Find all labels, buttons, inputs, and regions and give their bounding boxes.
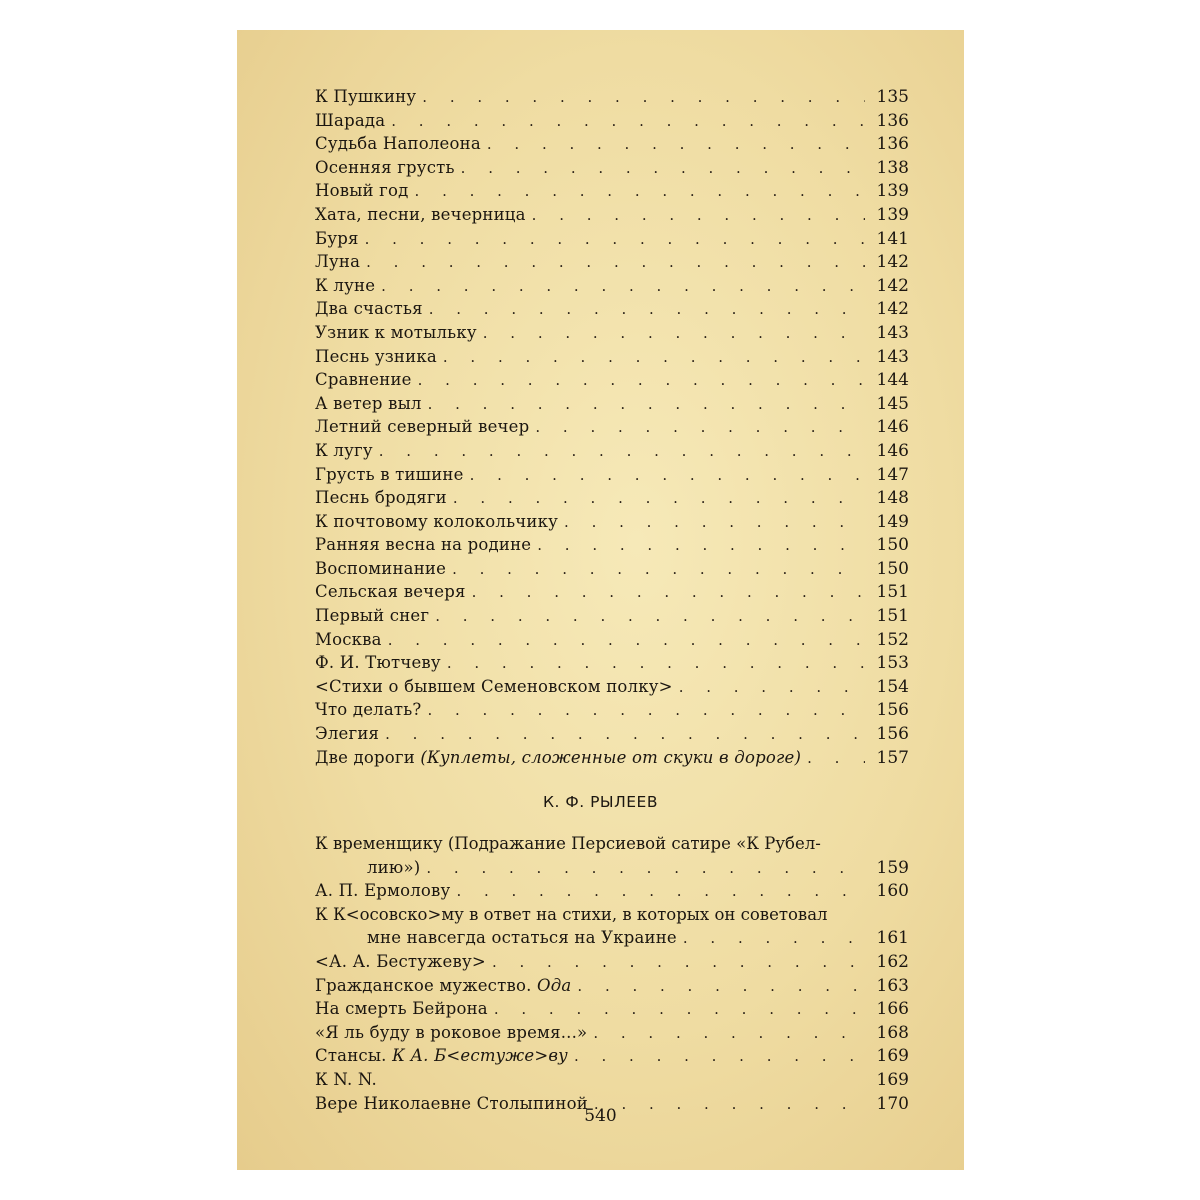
entry-page: 157 — [876, 747, 909, 768]
toc-entry — [315, 203, 909, 227]
entry-title: Осенняя грусть — [315, 157, 455, 177]
entry-subtitle: Ода — [536, 975, 572, 995]
entry-title: Гражданское мужество. Ода — [315, 975, 572, 995]
entry-title: На смерть Бейрона — [315, 999, 488, 1019]
toc-entry — [315, 156, 909, 180]
entry-subtitle: (Куплеты, сложенные от скуки в дороге) — [420, 747, 802, 767]
dot-leader — [472, 581, 865, 605]
toc-entry — [315, 997, 909, 1021]
dot-leader — [452, 558, 865, 582]
toc-entry — [315, 85, 909, 109]
entry-page: 142 — [876, 252, 909, 273]
dot-leader — [418, 369, 865, 393]
entry-title: Узник к мотыльку — [315, 322, 477, 342]
dot-leader — [366, 251, 865, 275]
contents-list-bottom — [315, 832, 909, 1115]
dot-leader — [483, 322, 865, 346]
entry-title: Вере Николаевне Столыпиной — [315, 1093, 588, 1113]
entry-page: 135 — [876, 87, 909, 107]
toc-entry — [315, 1021, 909, 1045]
toc-entry — [315, 297, 909, 321]
dot-leader — [427, 699, 865, 723]
entry-page: 159 — [876, 857, 909, 878]
entry-page: 136 — [876, 134, 909, 155]
page-number: 540 — [584, 1106, 617, 1126]
dot-leader — [807, 747, 865, 771]
entry-page: 139 — [876, 204, 909, 225]
toc-entry — [315, 510, 909, 534]
entry-title: Ранняя весна на родине — [315, 535, 532, 555]
entry-page: 145 — [876, 393, 909, 414]
book-page — [237, 30, 964, 1170]
toc-entry — [315, 463, 909, 487]
entry-title: Новый год — [315, 181, 409, 201]
entry-page: 154 — [876, 676, 909, 697]
entry-title: лию») — [367, 857, 421, 877]
dot-leader — [492, 951, 865, 975]
toc-entry — [315, 109, 909, 133]
entry-page: 160 — [876, 881, 909, 902]
entry-title: Ф. И. Тютчеву — [315, 653, 441, 673]
entry-page: 169 — [876, 1046, 909, 1067]
entry-title: Сельская вечеря — [315, 582, 466, 602]
toc-entry — [315, 345, 909, 369]
entry-page: 149 — [876, 511, 909, 532]
entry-title: Стансы. К А. Б<естуже>ву — [315, 1046, 568, 1066]
entry-title: «Я ль буду в роковое время...» — [315, 1022, 588, 1042]
dot-leader — [593, 1022, 865, 1046]
entry-title: Хата, песни, вечерница — [315, 204, 526, 224]
dot-leader — [428, 393, 865, 417]
entry-title: А. П. Ермолову — [315, 881, 451, 901]
dot-leader — [679, 676, 865, 700]
entry-page: 136 — [876, 110, 909, 131]
entry-title: Два счастья — [315, 299, 423, 319]
entry-page: 148 — [876, 488, 909, 509]
entry-page: 168 — [876, 1022, 909, 1043]
dot-leader — [435, 605, 865, 629]
entry-subtitle: К А. Б<естуже>ву — [392, 1046, 568, 1066]
entry-page: 142 — [876, 275, 909, 296]
dot-leader — [379, 440, 865, 464]
toc-entry — [315, 604, 909, 628]
entry-page: 161 — [876, 928, 909, 949]
entry-page: 156 — [876, 724, 909, 745]
toc-entry — [315, 321, 909, 345]
dot-leader — [453, 487, 865, 511]
dot-leader — [388, 629, 865, 653]
entry-page: 141 — [876, 228, 909, 249]
entry-page: 147 — [876, 464, 909, 485]
entry-title: А ветер выл — [315, 393, 422, 413]
entry-page: 153 — [876, 653, 909, 674]
entry-page: 150 — [876, 558, 909, 579]
toc-entry — [315, 274, 909, 298]
toc-entry — [315, 746, 909, 770]
entry-page: 152 — [876, 629, 909, 650]
toc-entry — [315, 439, 909, 463]
dot-leader — [426, 857, 865, 881]
toc-entry — [315, 926, 909, 950]
toc-entry — [315, 698, 909, 722]
dot-leader — [487, 133, 865, 157]
dot-leader — [535, 416, 865, 440]
entry-title: Москва — [315, 629, 382, 649]
dot-leader — [532, 204, 865, 228]
toc-entry — [315, 179, 909, 203]
toc-entry — [315, 675, 909, 699]
toc-entry — [315, 392, 909, 416]
toc-entry-line: К К<осовско>му в ответ на стихи, в которых он советовал — [315, 904, 828, 924]
entry-page: 142 — [876, 299, 909, 320]
entry-page: 169 — [876, 1069, 909, 1090]
entry-page: 139 — [876, 181, 909, 202]
entry-title: К Пушкину — [315, 87, 417, 106]
toc-entry — [315, 368, 909, 392]
toc-entry — [315, 950, 909, 974]
dot-leader — [577, 975, 865, 999]
toc-entry — [315, 974, 909, 998]
toc-entry — [315, 1068, 909, 1092]
entry-title: К луне — [315, 275, 376, 295]
entry-title: Луна — [315, 252, 361, 272]
entry-title: <Стихи о бывшем Семеновском полку> — [315, 676, 673, 696]
dot-leader — [422, 86, 865, 110]
dot-leader — [429, 298, 865, 322]
entry-title: Воспоминание — [315, 558, 447, 578]
entry-page: 170 — [876, 1093, 909, 1114]
entry-page: 146 — [876, 417, 909, 438]
entry-title: Элегия — [315, 724, 380, 744]
toc-entry — [315, 879, 909, 903]
entry-title: Летний северный вечер — [315, 417, 530, 437]
entry-title: Две дороги (Куплеты, сложенные от скуки в дороге) — [315, 747, 802, 767]
dot-leader — [470, 464, 865, 488]
dot-leader — [494, 998, 865, 1022]
entry-title: Первый снег — [315, 606, 430, 626]
dot-leader — [415, 180, 865, 204]
toc-entry — [315, 557, 909, 581]
entry-page: 146 — [876, 440, 909, 461]
toc-entry — [315, 856, 909, 880]
dot-leader — [365, 228, 865, 252]
entry-page: 143 — [876, 322, 909, 343]
entry-title: Буря — [315, 228, 359, 248]
toc-entry — [315, 580, 909, 604]
toc-entry — [315, 486, 909, 510]
entry-title: Шарада — [315, 110, 386, 130]
dot-leader — [683, 927, 865, 951]
entry-title: мне навсегда остаться на Украине — [367, 928, 677, 948]
entry-title: К почтовому колокольчику — [315, 511, 559, 531]
entry-page: 151 — [876, 606, 909, 627]
dot-leader — [391, 110, 865, 134]
entry-page: 156 — [876, 700, 909, 721]
toc-entry — [315, 722, 909, 746]
entry-title: К лугу — [315, 440, 373, 460]
dot-leader — [537, 534, 865, 558]
entry-page: 163 — [876, 975, 909, 996]
entry-page: 151 — [876, 582, 909, 603]
dot-leader — [574, 1045, 865, 1069]
entry-page: 166 — [876, 999, 909, 1020]
entry-title: Грусть в тишине — [315, 464, 464, 484]
entry-page: 150 — [876, 535, 909, 556]
dot-leader — [381, 275, 865, 299]
entry-title: Сравнение — [315, 370, 412, 390]
entry-page: 162 — [876, 951, 909, 972]
dot-leader — [461, 157, 865, 181]
dot-leader — [456, 880, 865, 904]
toc-entry — [315, 227, 909, 251]
entry-title: К N. N. — [315, 1069, 377, 1089]
toc-entry — [315, 250, 909, 274]
toc-entry — [315, 651, 909, 675]
dot-leader — [447, 652, 865, 676]
entry-page: 144 — [876, 370, 909, 391]
toc-entry — [315, 132, 909, 156]
toc-entry — [315, 628, 909, 652]
entry-title: Песнь бродяги — [315, 488, 447, 508]
contents-list-top — [315, 85, 909, 769]
entry-page: 143 — [876, 346, 909, 367]
toc-entry — [315, 533, 909, 557]
dot-leader — [564, 511, 865, 535]
entry-page: 138 — [876, 157, 909, 178]
toc-entry — [315, 415, 909, 439]
toc-entry — [315, 1044, 909, 1068]
entry-title: Что делать? — [315, 700, 422, 720]
section-heading: К. Ф. РЫЛЕЕВ — [543, 793, 658, 811]
dot-leader — [443, 346, 865, 370]
entry-title: Песнь узника — [315, 346, 437, 366]
dot-leader — [385, 723, 865, 747]
toc-entry-line: К временщику (Подражание Персиевой сатире «К Рубел- — [315, 834, 821, 853]
entry-title: Судьба Наполеона — [315, 134, 481, 154]
entry-title: <А. А. Бестужеву> — [315, 951, 486, 971]
